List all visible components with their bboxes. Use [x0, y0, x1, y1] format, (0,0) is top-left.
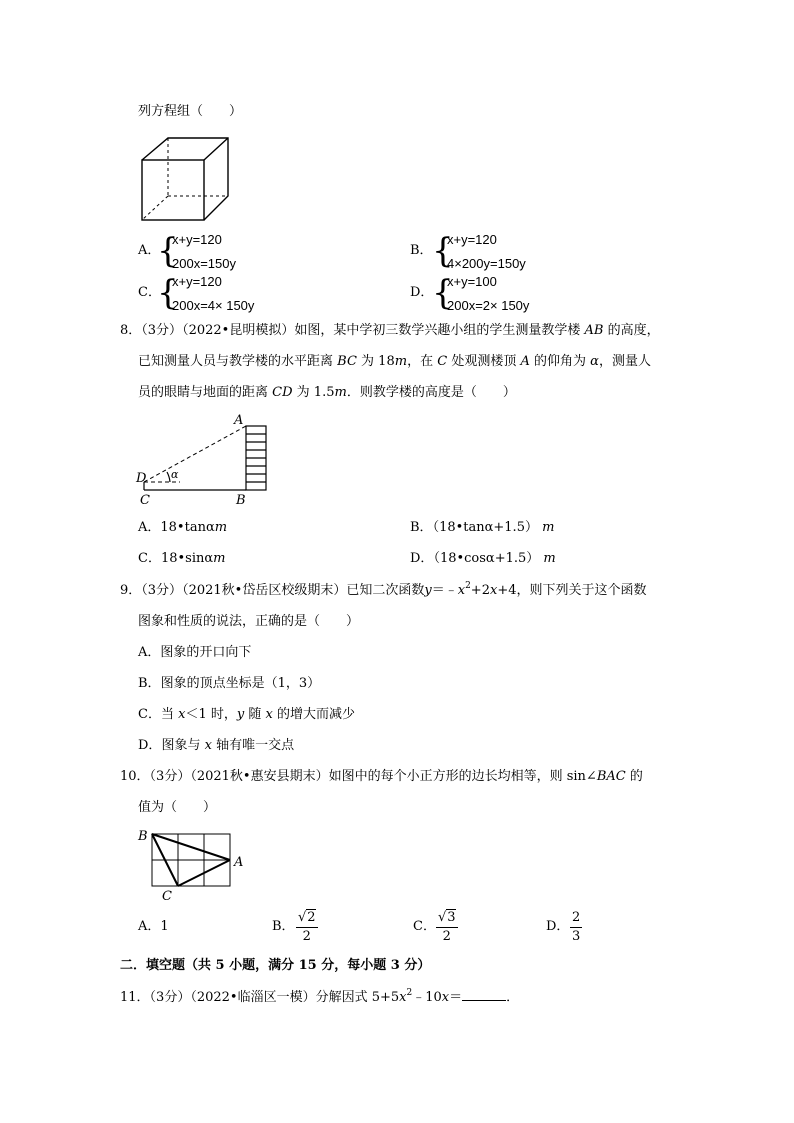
q7-option-d-eq2: 200x=2× 150y	[447, 298, 530, 313]
q7-cube-figure	[140, 136, 230, 222]
q9-line2: 图象和性质的说法，正确的是（ ）	[138, 614, 360, 629]
q10-option-b-fraction: $\frac{√2}{2}$	[298, 910, 316, 944]
q9-line1: 9．（3分）（2021秋•岱岳区校级期末）已知二次函数$y=﹣x^2+2x+4$，则下列关于这个函数	[120, 581, 647, 598]
q7-option-b-eq2: 4×200y=150y	[447, 256, 526, 271]
q8-line2: 已知测量人员与教学楼的水平距离 BC 为 18m，在 C 处观测楼顶 A 的仰角为 α，测量人	[138, 354, 651, 369]
q10-line1: 10．（3分）（2021秋•惠安县期末）如图中的每个小正方形的边长均相等，则 sin∠BAC 的	[120, 769, 643, 784]
q8-line3: 员的眼睛与地面的距离 CD 为 1.5m．则教学楼的高度是（ ）	[138, 385, 516, 400]
q8-point-d: D	[136, 471, 147, 486]
q8-line1: 8．（3分）（2022•昆明模拟）如图，某中学初三数学兴趣小组的学生测量教学楼 AB 的高度，	[120, 323, 660, 338]
q11-line: 11．（3分）（2022•临淄区一模）分解因式 $5+5x^2﹣10x=$ ．	[120, 988, 520, 1005]
q8-option-b[interactable]: B．（18•tanα+1.5） m	[410, 520, 555, 535]
q7-option-c-label: C．	[138, 285, 161, 300]
q10-grid-figure	[136, 826, 252, 902]
q7-option-a-eq1: x+y=120	[172, 232, 222, 247]
q8-option-d[interactable]: D．（18•cosα+1.5） m	[410, 551, 556, 566]
q7-option-c-eq2: 200x=4× 150y	[172, 298, 255, 313]
q10-line2: 值为（ ）	[138, 800, 217, 815]
q7-option-a-label: A．	[138, 243, 161, 258]
brace-icon: {	[432, 273, 454, 313]
q10-option-b-label: B．	[272, 919, 295, 934]
q8-point-b: B	[236, 493, 246, 508]
q10-option-c-fraction: $\frac{√3}{2}$	[438, 910, 456, 944]
q9-option-a[interactable]: A．图象的开口向下	[138, 645, 252, 660]
q10-point-c: C	[162, 889, 172, 904]
section-2-title: 二．填空题（共 5 小题，满分 15 分，每小题 3 分）	[120, 958, 431, 973]
q7-option-a-eq2: 200x=150y	[172, 256, 236, 271]
q7-option-d-label: D．	[410, 285, 434, 300]
q10-option-c-label: C．	[413, 919, 436, 934]
q10-option-d-label: D．	[546, 919, 570, 934]
q10-point-b: B	[138, 829, 148, 844]
q9-option-d[interactable]: D．图象与 x 轴有唯一交点	[138, 738, 295, 753]
q10-point-a: A	[234, 855, 244, 870]
q10-option-a[interactable]: A．1	[138, 919, 169, 934]
brace-icon: {	[157, 273, 179, 313]
q8-angle-alpha: α	[171, 468, 179, 481]
sqrt-icon: √	[298, 910, 307, 925]
q9-option-b[interactable]: B．图象的顶点坐标是（1，3）	[138, 676, 321, 691]
q8-point-a: A	[234, 413, 244, 428]
q9-option-c[interactable]: C．当 x＜1 时，y 随 x 的增大而减少	[138, 707, 356, 722]
q10-option-d-fraction: $\frac{2}{3}$	[572, 910, 581, 944]
sqrt-icon: √	[438, 910, 447, 925]
q8-option-a[interactable]: A．18•tanαm	[138, 520, 228, 535]
q7-tail: 列方程组（ ）	[138, 104, 243, 119]
q7-option-c-eq1: x+y=120	[172, 274, 222, 289]
q8-option-c[interactable]: C．18•sinαm	[138, 551, 226, 566]
q8-building-figure	[136, 412, 276, 508]
brace-icon: {	[157, 231, 179, 271]
q7-option-b-label: B．	[410, 243, 433, 258]
answer-blank[interactable]	[462, 988, 506, 1001]
q7-option-d-eq1: x+y=100	[447, 274, 497, 289]
q7-option-b-eq1: x+y=120	[447, 232, 497, 247]
q8-point-c: C	[140, 493, 150, 508]
brace-icon: {	[432, 231, 454, 271]
